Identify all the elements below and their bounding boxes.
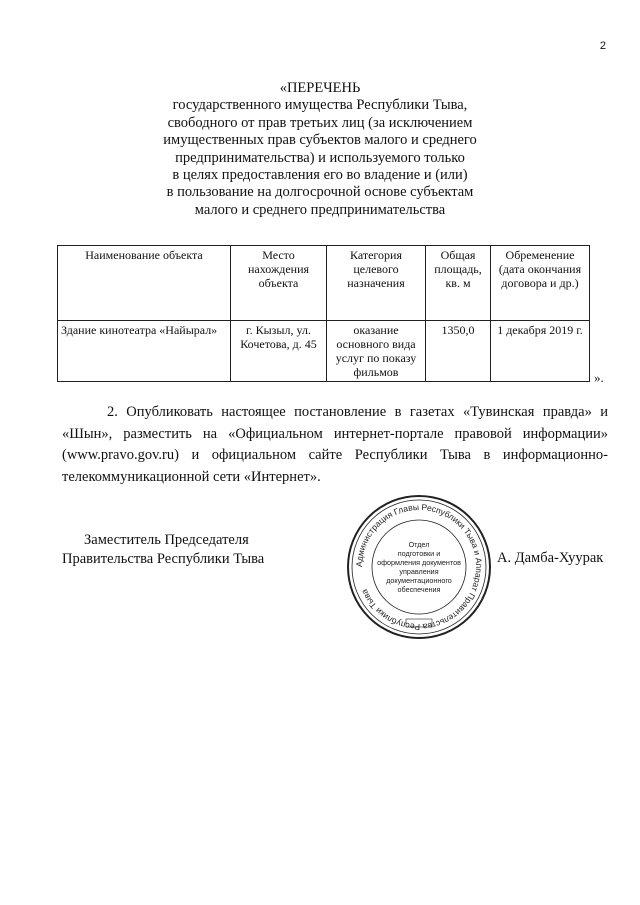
page-number: 2	[599, 40, 606, 52]
header-category: Категория целевого назначения	[327, 246, 426, 321]
seal-center-line: подготовки и	[397, 549, 441, 558]
header-encumbrance: Обременение (дата окончания договора и др.)	[491, 246, 590, 321]
table-row	[58, 321, 590, 382]
title-line: в целях предоставления его во владение и (или)	[172, 167, 468, 184]
header-location: Место нахождения объекта	[231, 246, 327, 321]
document-title	[0, 80, 640, 219]
cell-object-name: Здание кинотеатра «Найырал»	[58, 321, 231, 382]
cell-category: оказание основного вида услуг по показу фильмов	[327, 321, 426, 382]
title-line: свободного от прав третьих лиц (за исключением	[167, 114, 473, 131]
seal-center-line: Отдел	[408, 540, 430, 549]
seal-ring-text: Администрация Главы Республики Тыва и Аппарат Правительства Республики Тыва	[353, 501, 485, 633]
seal-center-line: управления	[399, 567, 439, 576]
property-table	[57, 245, 590, 382]
publication-paragraph: 2. Опубликовать настоящее постановление в газетах «Тувинская правда» и «Шын», разместить на «Официальном интернет-портале правовой информации» (www.pravo.gov.ru) и официальном сайте Республики Тыва в информационно-телекоммуникационной сети «Интернет».	[62, 404, 608, 485]
official-seal	[344, 492, 494, 642]
seal-center-line: обеспечения	[397, 585, 441, 594]
seal-center-line: документационного	[386, 576, 452, 585]
signer-title	[62, 531, 264, 569]
cell-location: г. Кызыл, ул. Кочетова, д. 45	[231, 321, 327, 382]
signer-title-line: Правительства Республики Тыва	[62, 551, 265, 567]
header-object-name: Наименование объекта	[58, 246, 231, 321]
title-line: малого и среднего предпринимательства	[194, 201, 446, 218]
cell-encumbrance: 1 декабря 2019 г.	[491, 321, 590, 382]
title-line: государственного имущества Республики Тыва,	[172, 97, 468, 114]
header-area: Общая площадь, кв. м	[426, 246, 491, 321]
table-header-row	[58, 246, 590, 321]
title-line: «ПЕРЕЧЕНЬ	[279, 80, 361, 96]
signer-title-line: Заместитель Председателя	[84, 532, 249, 548]
seal-center-line: оформления документов	[377, 558, 461, 567]
title-line: предпринимательства) и используемого только	[175, 149, 465, 166]
seal-center-text	[377, 540, 461, 594]
signer-name: А. Дамба-Хуурак	[497, 550, 604, 566]
cell-area: 1350,0	[426, 321, 491, 382]
title-line: в пользование на долгосрочной основе субъектам	[166, 184, 474, 201]
title-line: имущественных прав субъектов малого и среднего	[163, 132, 477, 149]
table-closing-quote: ».	[594, 370, 604, 385]
